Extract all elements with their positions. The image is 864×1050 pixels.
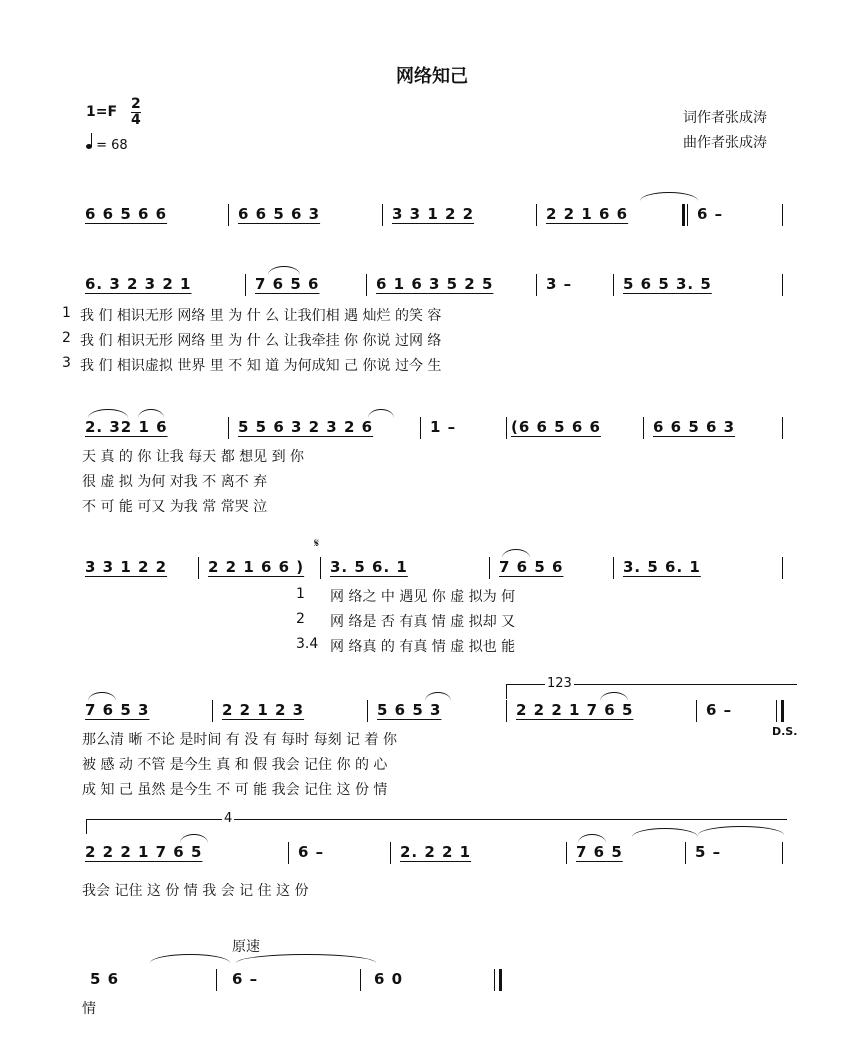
lyric-line: 成 知 己 虽然 是今生 不 可 能 我会 记住 这 份 情 — [82, 782, 388, 798]
tie-arc — [180, 834, 208, 843]
tie-arc — [88, 409, 128, 418]
measure: (6 6 5 6 6 — [511, 418, 601, 436]
bar-line — [613, 557, 614, 579]
bar-line — [776, 700, 777, 722]
bar-line — [782, 842, 783, 864]
measure: 6 – — [697, 205, 724, 223]
repeat-bar-line — [682, 204, 685, 226]
final-bar-line — [499, 969, 502, 991]
time-signature — [131, 97, 141, 128]
tie-arc — [268, 266, 300, 275]
measure: 2 2 2 1 7 6 5 — [516, 701, 634, 719]
ending-label: 123 — [547, 676, 572, 691]
lyric-line: 我 们 相识虚拟 世界 里 不 知 道 为何成知 己 你说 过今 生 — [80, 358, 442, 374]
bar-line — [320, 557, 321, 579]
measure: 3. 5 6. 1 — [623, 558, 701, 576]
measure: 5 6 — [90, 970, 120, 988]
tie-arc — [425, 692, 451, 701]
tempo-marking — [86, 138, 128, 153]
measure: 6 0 — [374, 970, 404, 988]
measure: 6 – — [232, 970, 259, 988]
lyric-line: 被 感 动 不管 是今生 真 和 假 我会 记住 你 的 心 — [82, 757, 388, 773]
measure: 5 6 5 3. 5 — [623, 275, 712, 293]
lyric-line: 网 络真 的 有真 情 虚 拟也 能 — [330, 639, 516, 655]
bar-line — [228, 417, 229, 439]
measure: 6 6 5 6 6 — [85, 205, 168, 223]
measure: 3 – — [546, 275, 573, 293]
measure: 2 2 1 6 6 — [546, 205, 629, 223]
lyric-line: 我 们 相识无形 网络 里 为 什 么 让我们相 遇 灿烂 的笑 容 — [80, 308, 442, 324]
measure: 3 3 1 2 2 — [85, 558, 168, 576]
lyric-line: 那么清 晰 不论 是时间 有 没 有 每时 每刻 记 着 你 — [82, 732, 397, 748]
bar-line — [245, 274, 246, 296]
bar-line — [782, 274, 783, 296]
bar-line — [198, 557, 199, 579]
measure: 3 3 1 2 2 — [392, 205, 475, 223]
bar-line — [566, 842, 567, 864]
measure: 5 – — [695, 843, 722, 861]
lyricist-credit: 词作者张成涛 — [683, 110, 767, 126]
measure: 2 2 1 6 6 ) — [208, 558, 305, 576]
lyric-verse-number: 2 — [62, 330, 71, 346]
bar-line — [687, 204, 688, 226]
measure: 2 2 2 1 7 6 5 — [85, 843, 203, 861]
tie-arc — [88, 692, 116, 701]
bar-line — [228, 204, 229, 226]
bar-line — [536, 274, 537, 296]
bar-line — [367, 700, 368, 722]
bar-line — [212, 700, 213, 722]
bar-line — [685, 842, 686, 864]
bar-line — [390, 842, 391, 864]
lyric-line: 网 络是 否 有真 情 虚 拟却 又 — [330, 614, 516, 630]
bar-line — [366, 274, 367, 296]
bar-line — [360, 969, 361, 991]
measure: 5 6 5 3 — [377, 701, 442, 719]
bar-line — [782, 557, 783, 579]
bar-line — [696, 700, 697, 722]
bar-line — [782, 204, 783, 226]
lyric-line: 不 可 能 可又 为我 常 常哭 泣 — [82, 499, 268, 515]
bar-line — [489, 557, 490, 579]
bar-line — [420, 417, 421, 439]
lyric-verse-number: 3.4 — [296, 636, 319, 652]
bar-line — [613, 274, 614, 296]
measure: 2 2 1 2 3 — [222, 701, 305, 719]
segno-sign: 𝄋 — [314, 536, 320, 550]
tempo-value: = 68 — [96, 138, 128, 153]
lyric-line: 我 们 相识无形 网络 里 为 什 么 让我牵挂 你 你说 过网 络 — [80, 333, 442, 349]
time-signature-bottom: 4 — [131, 112, 141, 128]
ds-marking: D.S. — [772, 725, 798, 738]
measure: 6 – — [706, 701, 733, 719]
tie-arc — [138, 409, 164, 418]
bar-line — [494, 969, 495, 991]
lyric-verse-number: 2 — [296, 611, 305, 627]
lyric-verse-number: 1 — [296, 586, 305, 602]
composer-credit: 曲作者张成涛 — [683, 135, 767, 151]
measure: 7 6 5 — [576, 843, 623, 861]
bar-line — [782, 417, 783, 439]
quarter-note-icon — [86, 144, 92, 149]
measure: 5 5 6 3 2 3 2 6 — [238, 418, 374, 436]
tie-arc — [578, 834, 606, 843]
bar-line — [643, 417, 644, 439]
page-title: 网络知己 — [396, 66, 468, 87]
measure: 7 6 5 6 — [499, 558, 564, 576]
lyric-verse-number: 3 — [62, 355, 71, 371]
final-bar-line — [781, 700, 784, 722]
measure: 2. 32 1 6 — [85, 418, 168, 436]
tie-arc — [150, 954, 230, 963]
measure: 6 6 5 6 3 — [238, 205, 321, 223]
lyric-line: 天 真 的 你 让我 每天 都 想见 到 你 — [82, 449, 305, 465]
key-signature: 1=F — [86, 104, 118, 120]
bar-line — [288, 842, 289, 864]
measure: 6 1 6 3 5 2 5 — [376, 275, 494, 293]
lyric-line: 我会 记住 这 份 情 我 会 记 住 这 份 — [82, 883, 309, 899]
bar-line — [506, 700, 507, 722]
measure: 2. 2 2 1 — [400, 843, 472, 861]
bar-line — [216, 969, 217, 991]
tie-arc — [368, 409, 394, 418]
lyric-line: 情 — [82, 1001, 96, 1017]
measure: 7 6 5 3 — [85, 701, 150, 719]
ending-label: 4 — [224, 811, 233, 826]
measure: 6 – — [298, 843, 325, 861]
lyric-verse-number: 1 — [62, 305, 71, 321]
tie-arc — [502, 549, 530, 558]
measure: 6. 3 2 3 2 1 — [85, 275, 192, 293]
tie-arc — [640, 192, 698, 201]
measure: 7 6 5 6 — [255, 275, 320, 293]
lyric-line: 很 虚 拟 为何 对我 不 离不 弃 — [82, 474, 268, 490]
measure: 6 6 5 6 3 — [653, 418, 736, 436]
lyric-line: 网 络之 中 遇见 你 虚 拟为 何 — [330, 589, 516, 605]
bar-line — [382, 204, 383, 226]
time-signature-top: 2 — [131, 96, 141, 112]
measure: 1 – — [430, 418, 457, 436]
bar-line — [506, 417, 507, 439]
bar-line — [536, 204, 537, 226]
tempo-mark-a-tempo: 原速 — [232, 939, 260, 955]
measure: 3. 5 6. 1 — [330, 558, 408, 576]
